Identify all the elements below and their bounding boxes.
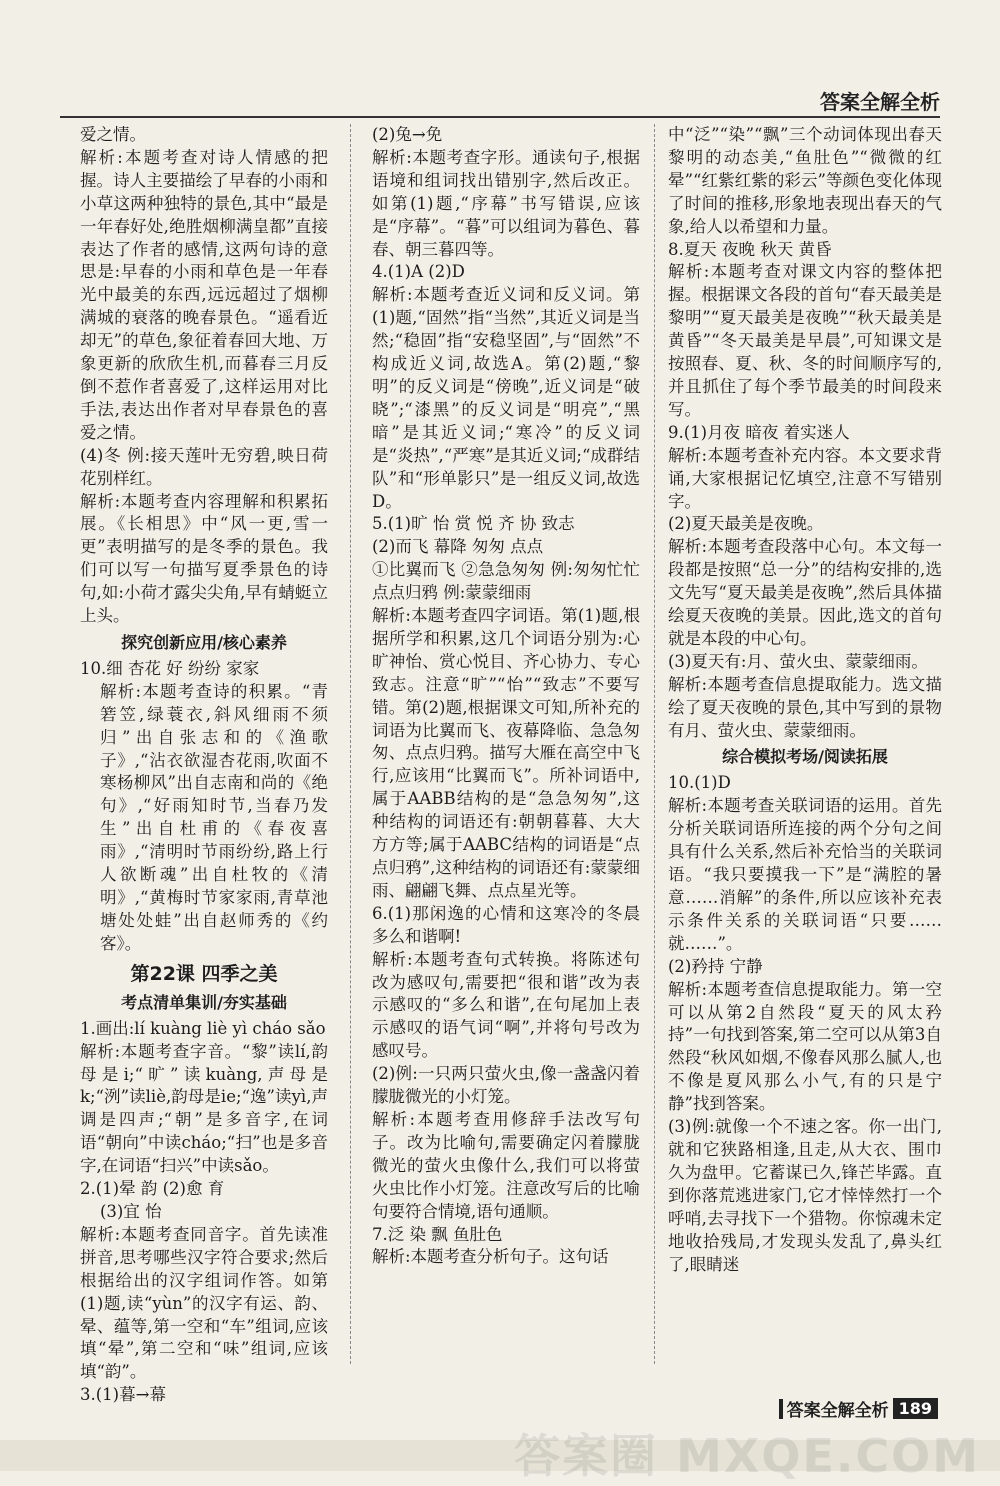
answer-line: 5.(1)旷 怡 赏 悦 齐 协 致志 <box>372 514 575 534</box>
analysis-paragraph: 解析:本题考查段落中心句。本文每一段都是按照“总一分”的结构安排的,选文先写“夏天最美是夜晚”,然后具体描绘夏天夜晚的美景。因此,选文的首句就是本段的中心句。 <box>668 537 942 648</box>
answer-line: 10.(1)D <box>668 773 731 793</box>
answer-line: (3)例:就像一个不速之客。你一出门,就和它狭路相逢,且走,从大衣、围巾久为盘甲。它蓄谋已久,锋芒毕露。直到你落荒逃进家门,它才悻悻然打一个呼哨,去寻找下一个猎物。你惊魂未定地收拾残局,才发现头发乱了,鼻头红了,眼睛迷 <box>668 1117 942 1274</box>
answer-line: 1.画出:lí kuàng liè yì cháo sǎo <box>80 1018 326 1038</box>
analysis-paragraph: 解析:本题考查信息提取能力。第一空可以从第2自然段“夏天的风太矜持”一句找到答案,第二空可以从第3自然段“秋风如烟,不像春风那么腻人,也不像是夏风那么小气,有的只是宁静”找到答案。 <box>668 979 942 1114</box>
section-heading: 考点清单集训/夯实基础 <box>121 992 287 1012</box>
analysis-paragraph: 解析:本题考查用修辞手法改写句子。改为比喻句,需要确定闪着朦胧微光的萤火虫像什么,我们可以将萤火虫比作小灯笼。注意改写后的比喻句要符合情境,语句通顺。 <box>372 1109 640 1221</box>
answer-line: (2)兔→免 <box>372 125 443 144</box>
analysis-paragraph: 解析:本题考查句式转换。将陈述句改为感叹句,需要把“很和谐”改为表示感叹的“多么和谐”,在句尾加上表示感叹的语气词“啊”,并将句号改为感叹号。 <box>372 949 640 1061</box>
answer-line: (2)而飞 幕降 匆匆 点点 <box>372 537 544 557</box>
answer-line: (2)例:一只两只萤火虫,像一盏盏闪着朦胧微光的小灯笼。 <box>372 1064 640 1107</box>
text-line: 爱之情。 <box>80 125 146 144</box>
answer-line: (4)冬 例:接天莲叶无穷碧,映日荷花别样红。 <box>80 445 328 488</box>
analysis-paragraph: 解析:本题考查补充内容。本文要求背诵,大家根据记忆填空,注意不写错别字。 <box>668 445 942 511</box>
answer-line: 10.细 杏花 好 纷纷 家家 <box>80 658 260 678</box>
answer-line: 9.(1)月夜 暗夜 着实迷人 <box>668 422 850 442</box>
analysis-paragraph: 解析:本题考查关联词语的运用。首先分析关联词语所连接的两个分句之间具有什么关系,然后补充恰当的关联词语。“我只要摸我一下”是“满腔的暑意……消解”的条件,所以应该补充表示条件关系的关联词语“只要……就……”。 <box>668 796 942 953</box>
analysis-paragraph: 解析:本题考查分析句子。这句话 <box>372 1247 609 1267</box>
footer-label: 答案全解全析 <box>786 1401 889 1421</box>
answer-line: (2)夏天最美是夜晚。 <box>668 514 824 534</box>
analysis-paragraph: 解析:本题考查近义词和反义词。第(1)题,“固然”指“当然”,其近义词是当然;“稳固”指“安稳坚固”,与“固然”不构成近义词,故选A。第(2)题,“黎明”的反义词是“傍晚”,近义词是“破晓”;“漆黑”的反义词是“明亮”,“黑暗”是其近义词;“寒冷”的反义词是“炎热”,“严寒”是其近义词;“成群结队”和“形单影只”是一组反义词,故选D。 <box>372 285 640 511</box>
answer-line: 2.(1)晕 韵 (2)愈 育 <box>80 1179 225 1199</box>
answer-line: 8.夏天 夜晚 秋天 黄昏 <box>668 239 832 259</box>
analysis-paragraph: 解析:本题考查同音字。首先读准拼音,思考哪些汉字符合要求;然后根据给出的汉字组词作答。如第(1)题,读“yùn”的汉字有运、韵、晕、蕴等,第一空和“车”组词,应该填“晕”,第二空和“味”组词,应该填“韵”。 <box>80 1224 328 1382</box>
column-left <box>80 124 328 1405</box>
column-divider <box>654 124 655 1364</box>
answer-line: (3)宜 怡 <box>100 1201 162 1221</box>
header-title: 答案全解全析 <box>820 90 940 114</box>
page-number: 189 <box>893 1398 938 1419</box>
analysis-paragraph: 解析:本题考查对课文内容的整体把握。根据课文各段的首句“春天最美是黎明”“夏天最美是夜晚”“秋天最美是黄昏”“冬天最美是早晨”,可知课文是按照春、夏、秋、冬的时间顺序写的,并且抓住了每个季节最美的时间段来写。 <box>668 262 942 419</box>
column-divider <box>350 124 351 1364</box>
answer-line: ①比翼而飞 ②急急匆匆 例:匆匆忙忙 点点归鸦 例:蒙蒙细雨 <box>372 560 640 603</box>
analysis-paragraph: 解析:本题考查诗的积累。“青箬笠,绿蓑衣,斜风细雨不须归”出自张志和的《渔歌子》,“沾衣欲湿杏花雨,吹面不寒杨柳风”出自志南和尚的《绝句》,“好雨知时节,当春乃发生”出自杜甫的《春夜喜雨》,“清明时节雨纷纷,路上行人欲断魂”出自杜牧的《清明》,“黄梅时节家家雨,青草池塘处处蛙”出自赵师秀的《约客》。 <box>100 681 328 953</box>
column-right <box>668 124 942 1364</box>
answer-line: 3.(1)暮→幕 <box>80 1385 166 1405</box>
answer-line: (2)矜持 宁静 <box>668 956 763 976</box>
analysis-paragraph: 解析:本题考查字音。“黎”读lí,韵母是i;“旷”读kuàng,声母是k;“洌”读liè,韵母是ie;“逸”读yì,声调是四声;“朝”是多音字,在词语“朝向”中读cháo;“扫”也是多音字,在词语“扫兴”中读sǎo。 <box>80 1041 328 1176</box>
analysis-paragraph: 解析:本题考查四字词语。第(1)题,根据所学和积累,这几个词语分别为:心旷神怡、赏心悦目、齐心协力、专心致志。注意“旷”“怡”“致志”不要写错。第(2)题,根据课文可知,所补充的词语为比翼而飞、夜幕降临、急急匆匆、点点归鸦。描写大雁在高空中飞行,应该用“比翼而飞”。所补词语中,属于AABB结构的是“急急匆匆”,这种结构的词语还有:朝朝暮暮、大大方方等;属于AABC结构的词语是“点点归鸦”,这种结构的词语还有:蒙蒙细雨、翩翩飞舞、点点星光等。 <box>372 606 640 900</box>
answer-line: 7.泛 染 飘 鱼肚色 <box>372 1224 503 1244</box>
answer-line: 6.(1)那闲逸的心情和这寒冷的冬晨多么和谐啊! <box>372 903 640 946</box>
footer-bar <box>779 1399 783 1419</box>
column-middle <box>372 124 640 1364</box>
lesson-title: 第22课 四季之美 <box>130 962 278 985</box>
answer-line: 4.(1)A (2)D <box>372 262 465 282</box>
analysis-paragraph: 解析:本题考查信息提取能力。选文描绘了夏天夜晚的景色,其中写到的景物有月、萤火虫、蒙蒙细雨。 <box>668 674 942 740</box>
page-footer <box>779 1396 938 1421</box>
section-heading: 综合模拟考场/阅读拓展 <box>722 747 888 767</box>
analysis-paragraph: 解析:本题考查内容理解和积累拓展。《长相思》中“风一更,雪一更”表明描写的是冬季的景色。我们可以写一句描写夏季景色的诗句,如:小荷才露尖尖角,早有蜻蜓立上头。 <box>80 491 328 626</box>
header-rule <box>60 116 940 118</box>
analysis-paragraph: 解析:本题考查字形。通读句子,根据语境和组词找出错别字,然后改正。如第(1)题,“序幕”书写错误,应该是“序幕”。“暮”可以组词为暮色、暮春、朝三暮四等。 <box>372 147 640 259</box>
watermark: 答案圈 MXQE.COM <box>514 1429 980 1483</box>
text-line: 中“泛”“染”“飘”三个动词体现出春天黎明的动态美,“鱼肚色”“微微的红晕”“红紫红紫的彩云”等颜色变化体现了时间的推移,形象地表现出春天的气象,给人以希望和力量。 <box>668 125 942 236</box>
analysis-paragraph: 解析:本题考查对诗人情感的把握。诗人主要描绘了早春的小雨和小草这两种独特的景色,其中“最是一年春好处,绝胜烟柳满皇都”直接表达了作者的感情,这两句诗的意思是:早春的小雨和草色是一年春光中最美的东西,远远超过了烟柳满城的衰落的晚春景色。“遥看近却无”的草色,象征着春回大地、万象更新的欣欣生机,而暮春三月反倒不惹作者喜爱了,这样运用对比手法,表达出作者对早春景色的喜爱之情。 <box>80 147 328 442</box>
section-heading: 探究创新应用/核心素养 <box>121 632 287 652</box>
answer-line: (3)夏天有:月、萤火虫、蒙蒙细雨。 <box>668 651 928 671</box>
